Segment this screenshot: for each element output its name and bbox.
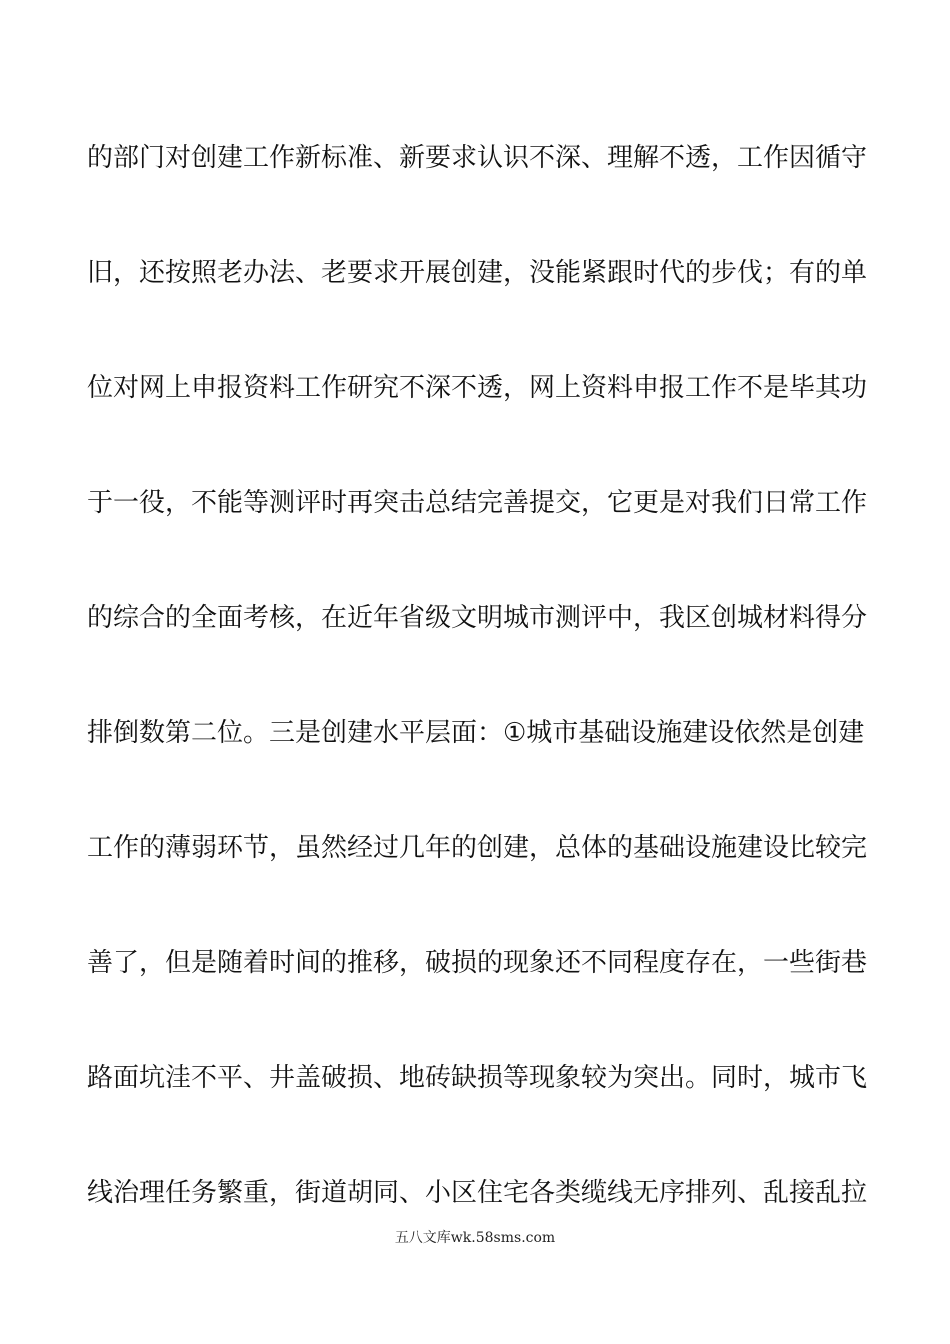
text-line: 旧，还按照老办法、老要求开展创建，没能紧跟时代的步伐；有的单 (87, 258, 868, 288)
text-line: 的综合的全面考核，在近年省级文明城市测评中，我区创城材料得分 (87, 603, 868, 633)
text-line: 路面坑洼不平、井盖破损、地砖缺损等现象较为突出。同时，城市飞 (87, 1063, 868, 1093)
text-line: 工作的薄弱环节，虽然经过几年的创建，总体的基础设施建设比较完 (87, 833, 868, 863)
text-line: 善了，但是随着时间的推移，破损的现象还不同程度存在，一些街巷 (87, 948, 868, 978)
text-line: 排倒数第二位。三是创建水平层面：①城市基础设施建设依然是创建 (87, 718, 865, 748)
text-line: 线治理任务繁重，街道胡同、小区住宅各类缆线无序排列、乱接乱拉 (87, 1178, 868, 1208)
text-line: 的部门对创建工作新标准、新要求认识不深、理解不透，工作因循守 (87, 143, 868, 173)
text-line: 位对网上申报资料工作研究不深不透，网上资料申报工作不是毕其功 (87, 373, 868, 403)
body-text (87, 134, 877, 1284)
footer-watermark: 五八文库wk.58sms.com (394, 1230, 556, 1246)
text-line: 于一役，不能等测评时再突击总结完善提交，它更是对我们日常工作 (87, 488, 868, 518)
